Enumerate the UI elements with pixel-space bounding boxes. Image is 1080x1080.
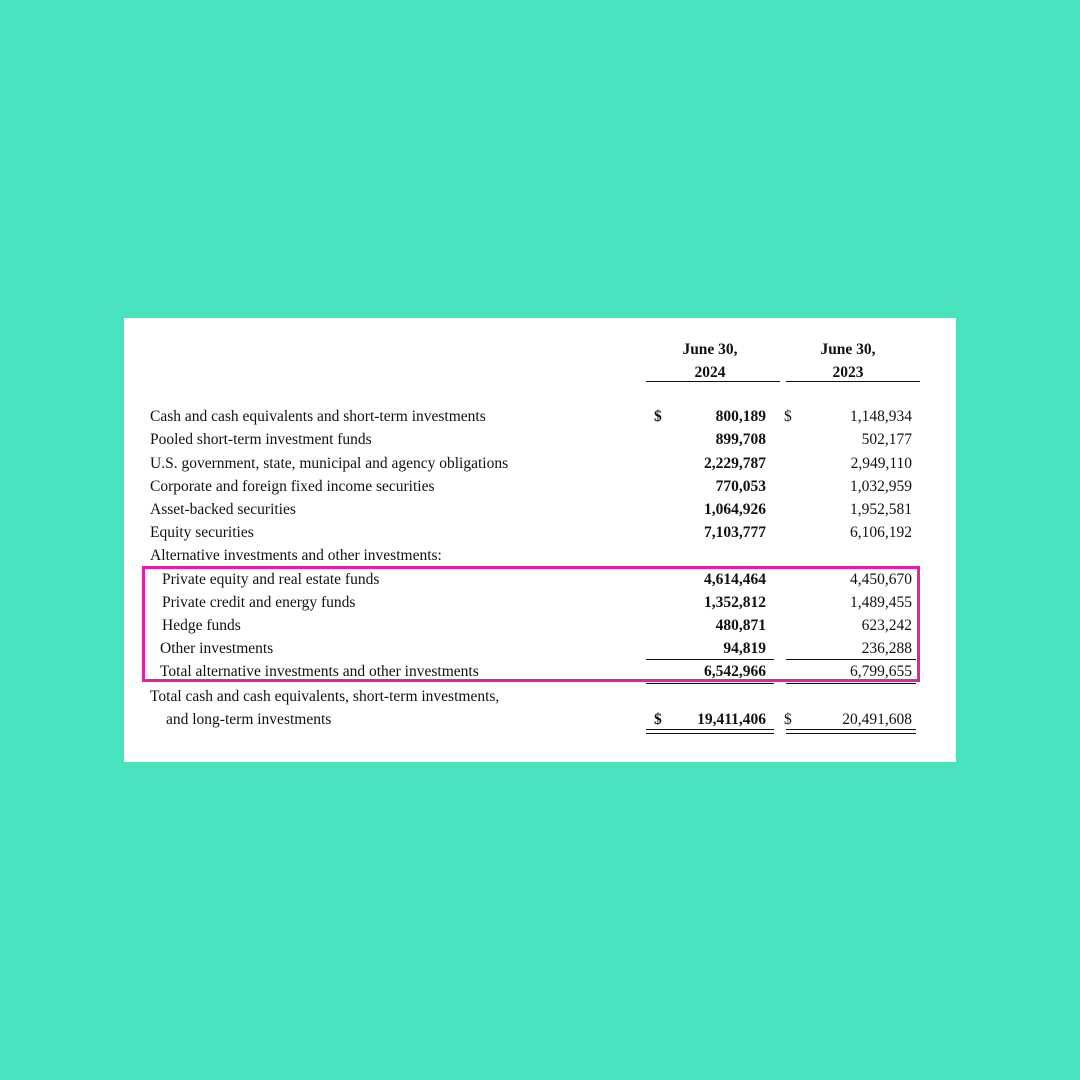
subtotal-value-2023: 6,799,655	[850, 663, 912, 680]
financial-table	[124, 318, 956, 762]
value-2023: 6,106,192	[850, 524, 912, 541]
double-rule-2023	[786, 729, 916, 734]
value-2023: 502,177	[861, 431, 912, 448]
subtotal-rule-2024	[646, 659, 774, 660]
row-label: Private equity and real estate funds	[162, 571, 380, 588]
subtotal-rule-2023	[786, 659, 916, 660]
grand-total-value-2024: 19,411,406	[697, 711, 766, 728]
grand-total-label-line1: Total cash and cash equivalents, short-term investments,	[150, 688, 500, 705]
value-2024: 94,819	[723, 640, 766, 657]
value-2024: 7,103,777	[704, 524, 766, 541]
column-header-2023-line2: 2023	[832, 364, 864, 381]
header-rule-2024	[646, 381, 780, 382]
section-heading: Alternative investments and other investments:	[150, 547, 442, 564]
value-2024: 2,229,787	[704, 455, 766, 472]
value-2024: 800,189	[715, 408, 766, 425]
value-2023: 1,489,455	[850, 594, 912, 611]
grand-total-label-line2: and long-term investments	[166, 711, 332, 728]
row-label: Private credit and energy funds	[162, 594, 356, 611]
row-label: Corporate and foreign fixed income securities	[150, 478, 435, 495]
value-2024: 899,708	[715, 431, 766, 448]
grand-total-currency-2024: $	[654, 711, 662, 728]
row-label: Asset-backed securities	[150, 501, 296, 518]
header-rule-2023	[786, 381, 920, 382]
total-rule-2023	[786, 683, 916, 684]
value-2023: 4,450,670	[850, 571, 912, 588]
value-2023: 1,032,959	[850, 478, 912, 495]
row-label: Hedge funds	[162, 617, 241, 634]
value-2023: 1,952,581	[850, 501, 912, 518]
subtotal-label: Total alternative investments and other investments	[160, 663, 479, 680]
value-2024: 4,614,464	[704, 571, 766, 588]
column-header-2023	[778, 338, 918, 384]
row-label: U.S. government, state, municipal and agency obligations	[150, 455, 509, 472]
column-header-2024-line1: June 30,	[682, 341, 738, 358]
value-2024: 480,871	[715, 617, 766, 634]
value-2024: 770,053	[715, 478, 766, 495]
column-header-2024-line2: 2024	[694, 364, 726, 381]
row-label: Other investments	[160, 640, 274, 657]
currency-symbol-2023: $	[784, 408, 792, 425]
value-2023: 2,949,110	[850, 455, 912, 472]
value-2023: 623,242	[861, 617, 912, 634]
grand-total-currency-2023: $	[784, 711, 792, 728]
row-label: Equity securities	[150, 524, 254, 541]
column-header-2024	[640, 338, 780, 384]
currency-symbol-2024: $	[654, 408, 662, 425]
value-2023: 236,288	[861, 640, 912, 657]
subtotal-value-2024: 6,542,966	[704, 663, 766, 680]
row-label: Cash and cash equivalents and short-term investments	[150, 408, 486, 425]
double-rule-2024	[646, 729, 774, 734]
row-label: Pooled short-term investment funds	[150, 431, 372, 448]
total-rule-2024	[646, 683, 774, 684]
column-header-2023-line1: June 30,	[820, 341, 876, 358]
value-2023: 1,148,934	[850, 408, 912, 425]
value-2024: 1,352,812	[704, 594, 766, 611]
grand-total-value-2023: 20,491,608	[842, 711, 912, 728]
value-2024: 1,064,926	[704, 501, 766, 518]
